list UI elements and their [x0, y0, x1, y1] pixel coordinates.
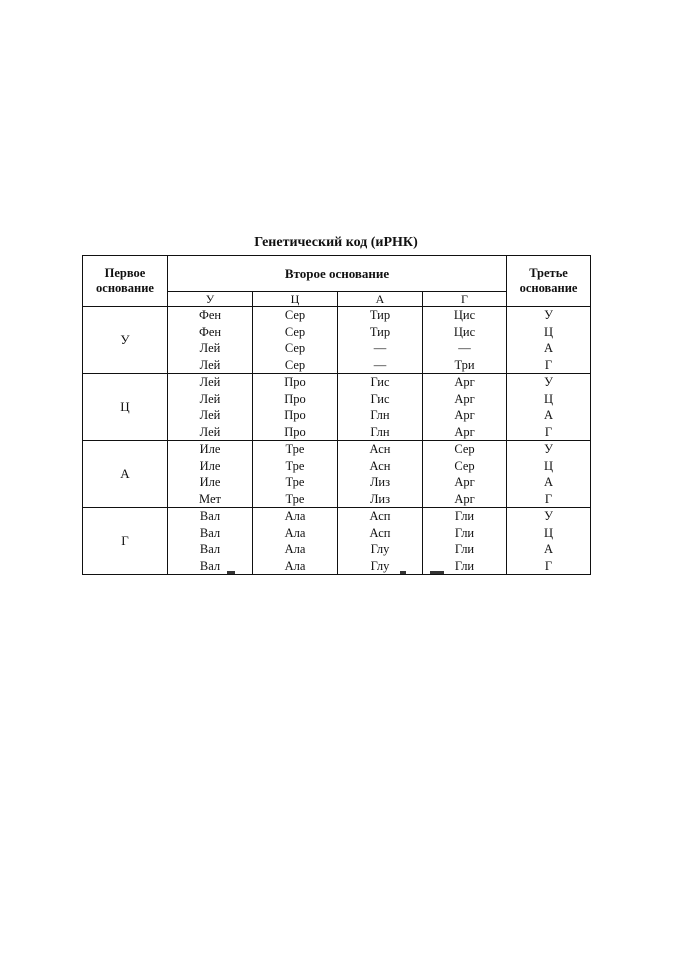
amino-acid: Лей — [199, 357, 221, 372]
amino-acid: Ала — [284, 558, 306, 573]
third-base: А — [544, 341, 554, 355]
amino-acid: Арг — [454, 408, 475, 422]
third-base: Ц — [544, 324, 554, 339]
amino-acid: Вал — [199, 542, 221, 556]
amino-acid: Фен — [198, 324, 222, 339]
amino-acid: Тре — [285, 475, 305, 489]
header-third-base: Третье основание — [507, 256, 591, 307]
first-base-cell: А — [83, 441, 168, 508]
amino-acid-cell — [168, 508, 253, 575]
genetic-code-table — [82, 255, 591, 575]
second-base-g: Г — [423, 292, 507, 307]
third-base-cell — [507, 508, 591, 575]
amino-acid: Тир — [369, 308, 391, 322]
first-base-cell: Г — [83, 508, 168, 575]
amino-acid: Про — [284, 375, 306, 389]
amino-acid: Арг — [454, 475, 475, 489]
amino-acid: Асп — [369, 525, 391, 540]
amino-acid: Цис — [453, 324, 476, 339]
amino-acid-cell — [253, 307, 338, 374]
amino-acid: Ала — [284, 525, 306, 540]
amino-acid: Сер — [284, 357, 306, 372]
header-first-base: Первое основание — [83, 256, 168, 307]
third-base-cell — [507, 441, 591, 508]
amino-acid: Асп — [369, 509, 391, 523]
amino-acid: Лиз — [369, 475, 391, 489]
amino-acid: Тре — [285, 442, 305, 456]
amino-acid: Тре — [285, 491, 305, 506]
amino-acid: Про — [284, 391, 306, 406]
amino-acid-cell — [253, 441, 338, 508]
amino-acid: Мет — [199, 491, 221, 506]
amino-acid: Ала — [284, 509, 306, 523]
amino-acid: Глу — [370, 558, 390, 573]
amino-acid: — — [373, 341, 387, 355]
third-base: Г — [544, 357, 553, 372]
amino-acid-cell — [423, 508, 507, 575]
amino-acid: Ала — [284, 542, 306, 556]
third-base: Г — [544, 424, 553, 439]
amino-acid: Глн — [370, 424, 390, 439]
third-base: А — [544, 475, 554, 489]
third-base: А — [544, 408, 554, 422]
third-base: У — [544, 375, 553, 389]
amino-acid-cell — [423, 307, 507, 374]
amino-acid: Арг — [454, 375, 475, 389]
third-base: У — [544, 442, 553, 456]
table-title: Генетический код (иРНК) — [254, 235, 418, 250]
first-base-cell: Ц — [83, 374, 168, 441]
amino-acid: Глу — [370, 542, 390, 556]
amino-acid: Про — [284, 424, 306, 439]
third-base-cell — [507, 307, 591, 374]
amino-acid: Гис — [370, 391, 390, 406]
amino-acid: Лей — [199, 391, 221, 406]
table-row — [83, 441, 591, 508]
amino-acid: Вал — [199, 525, 221, 540]
amino-acid: Иле — [199, 442, 221, 456]
amino-acid: Про — [284, 408, 306, 422]
amino-acid: — — [458, 341, 471, 355]
amino-acid: Гли — [454, 525, 475, 540]
third-base: Г — [544, 558, 553, 573]
amino-acid: Гис — [370, 375, 390, 389]
header-second-base: Второе основание — [168, 256, 507, 292]
table-row — [83, 374, 591, 441]
amino-acid: Лей — [199, 424, 221, 439]
amino-acid: Иле — [199, 458, 221, 473]
amino-acid: Тре — [285, 458, 305, 473]
amino-acid: Гли — [454, 509, 475, 523]
amino-acid: Арг — [454, 491, 475, 506]
amino-acid: Асн — [369, 458, 391, 473]
third-base-cell — [507, 374, 591, 441]
amino-acid: Сер — [454, 458, 475, 473]
amino-acid: Иле — [199, 475, 221, 489]
amino-acid: Сер — [284, 341, 306, 355]
amino-acid: Гли — [454, 542, 475, 556]
table-row — [83, 307, 591, 374]
second-base-c: Ц — [253, 292, 338, 307]
third-base: А — [544, 542, 554, 556]
amino-acid: Вал — [199, 558, 221, 573]
amino-acid: Сер — [284, 308, 306, 322]
amino-acid: Три — [454, 357, 475, 372]
amino-acid: Глн — [370, 408, 390, 422]
third-base: Ц — [544, 391, 554, 406]
amino-acid-cell — [253, 374, 338, 441]
third-base: Г — [544, 491, 553, 506]
amino-acid-cell — [168, 374, 253, 441]
amino-acid-cell — [423, 374, 507, 441]
third-base: Ц — [544, 525, 554, 540]
amino-acid: Гли — [454, 558, 475, 573]
amino-acid: Арг — [454, 391, 475, 406]
amino-acid: Лей — [199, 375, 221, 389]
amino-acid-cell — [168, 441, 253, 508]
amino-acid: Лей — [199, 408, 221, 422]
amino-acid: Асн — [369, 442, 391, 456]
amino-acid-cell — [168, 307, 253, 374]
amino-acid-cell — [338, 374, 423, 441]
cropped-footnote-line — [82, 571, 590, 575]
second-base-u: У — [168, 292, 253, 307]
amino-acid-cell — [423, 441, 507, 508]
amino-acid: Фен — [198, 308, 222, 322]
table-row — [83, 508, 591, 575]
third-base: У — [544, 509, 553, 523]
amino-acid: Лей — [199, 341, 221, 355]
amino-acid-cell — [253, 508, 338, 575]
amino-acid: Тир — [369, 324, 391, 339]
amino-acid: — — [373, 357, 387, 372]
second-base-a: А — [338, 292, 423, 307]
amino-acid-cell — [338, 441, 423, 508]
third-base: Ц — [544, 458, 554, 473]
amino-acid-cell — [338, 307, 423, 374]
amino-acid: Лиз — [369, 491, 391, 506]
amino-acid: Сер — [454, 442, 475, 456]
amino-acid: Сер — [284, 324, 306, 339]
first-base-cell: У — [83, 307, 168, 374]
amino-acid: Вал — [199, 509, 221, 523]
third-base: У — [544, 308, 553, 322]
amino-acid-cell — [338, 508, 423, 575]
amino-acid: Цис — [453, 308, 476, 322]
amino-acid: Арг — [454, 424, 475, 439]
